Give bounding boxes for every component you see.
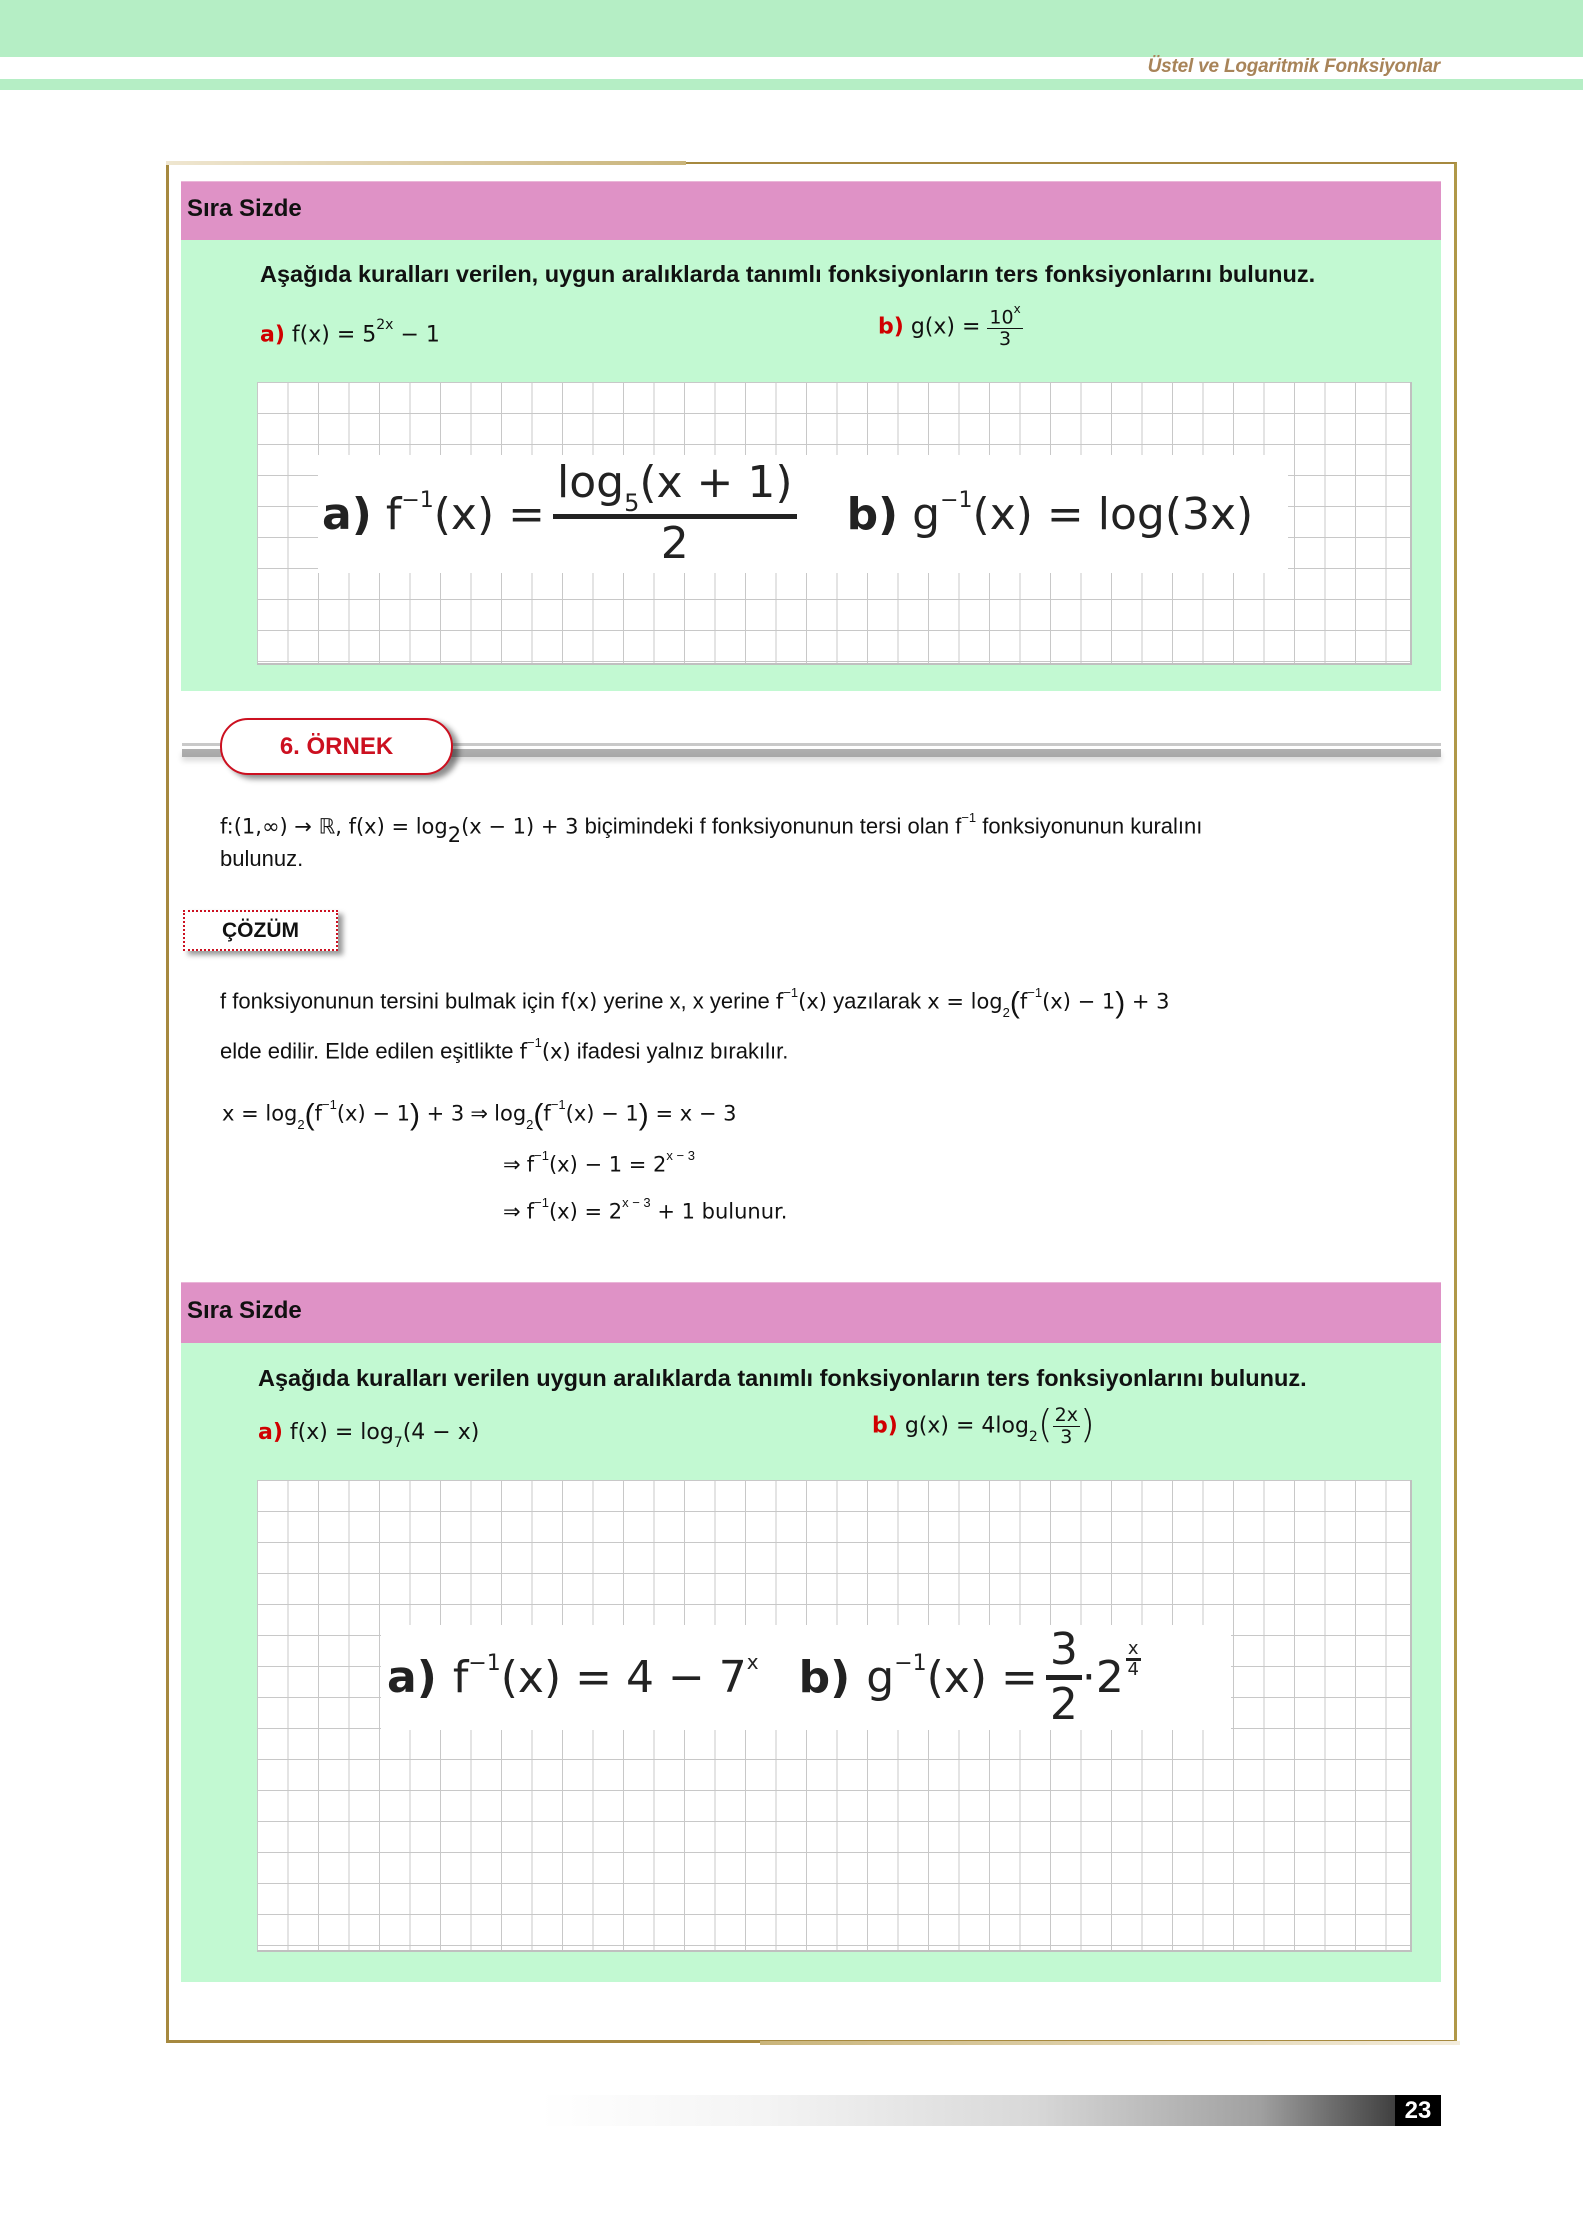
step-text: (x) − 1 [336,1101,410,1126]
fraction-denominator: 3 [998,328,1012,351]
solution-text: yazılarak [826,988,928,1014]
solution-step-3 [503,1195,788,1224]
step-text: (x) − 1 = 2 [548,1152,667,1177]
math-x: (x) [798,989,827,1014]
item-a-lhs: f(x) = 5 [291,322,377,348]
chapter-title: Üstel ve Logaritmik Fonksiyonlar [1147,56,1440,77]
example-problem-line-2: bulunuz. [220,846,304,871]
fraction-denominator: 2 [1049,1679,1078,1730]
exponent-numerator: x [1127,1638,1139,1659]
answer-1 [318,455,1288,573]
sira-sizde-1-item-b [878,302,1023,351]
answer-b-label: b) [846,488,899,540]
item-b-label: b) [878,314,904,340]
step-text: (x) − 1 [565,1101,639,1126]
item-a-label: a) [260,322,285,348]
sira-sizde-2-title: Sıra Sizde [187,1297,302,1324]
exponent: x − 3 [622,1195,651,1210]
problem-text-end: fonksiyonunun kuralını [976,813,1203,839]
problem-function-arg: (x − 1) + 3 [461,814,579,839]
answer-a-fraction [553,457,797,570]
right-paren: ) [1080,1401,1095,1446]
problem-function-def: f:(1,∞) → ℝ, f(x) = log [220,814,448,839]
inverse-sup: −1 [322,1097,337,1112]
page-number: 23 [1395,2095,1441,2126]
math-f: f [543,1101,551,1126]
solution-line-2 [220,1035,789,1064]
implies-arrow: ⇒ [470,1101,489,1126]
step-text: (x) = 2 [548,1199,623,1224]
log-base: 2 [447,822,462,847]
exponent: x − 3 [666,1148,695,1163]
solution-text: yerine x, x yerine [597,988,776,1014]
answer-a-label: a) [387,1652,437,1703]
fraction-numerator: 3 [1046,1627,1082,1680]
answer-b-base: ·2 [1081,1652,1124,1703]
fraction-denominator: 3 [1060,1426,1073,1448]
header-band-top [0,0,1583,57]
log-base: 5 [624,489,640,518]
math-x: (x) [541,1039,571,1064]
math-f: f [519,1039,528,1064]
item-a-rhs: (4 − x) [402,1420,480,1445]
inverse-sup: −1 [527,1035,542,1050]
answer-b-g: g [866,1652,895,1703]
inverse-sup: −1 [534,1148,549,1163]
step-text: x = log [222,1101,298,1126]
frame-top-fade [166,161,686,165]
fraction-numerator: 10 [989,306,1014,329]
answer-a-inverse-sup: −1 [401,487,434,513]
solution-step-1: $x = \log_2(f^{-1}(x) - 1) + 3$ ⇒ $\log_2(f^{-1}(x) - 1) = x - 3$ [222,1097,737,1132]
item-b-lhs: g(x) = 4log [904,1413,1029,1439]
sira-sizde-2-item-b [872,1401,1095,1448]
sira-sizde-2-instruction: Aşağıda kuralları verilen uygun aralıklarda tanımlı fonksiyonların ters fonksiyonlarını bulunuz. [258,1365,1307,1391]
step-text: + 1 bulunur. [650,1199,788,1224]
example-title: 6. ÖRNEK [279,732,394,760]
log-base: 2 [1028,1428,1038,1445]
example-title-pill [220,718,453,775]
inverse-sup: −1 [550,1097,566,1112]
sira-sizde-2-header [181,1282,1441,1343]
footer-gradient-bar [540,2095,1440,2126]
answer-a-label: a) [322,488,372,540]
step-text: + 3 [419,1101,465,1126]
answer-a-exponent: x [746,1649,759,1674]
solution-text: elde edilir. Elde edilen eşitlikte [220,1038,520,1064]
math-arg: (x) − 1 [1042,989,1116,1014]
log-base: 2 [526,1116,534,1132]
math-f: f [1019,989,1028,1014]
implies-arrow: ⇒ [503,1199,521,1224]
math-equation: x = log [927,989,1003,1014]
fraction-denominator: 2 [660,518,689,570]
frame-bottom-fade [760,2041,1460,2045]
log-text: log [556,457,625,509]
math-f: f [775,989,784,1014]
numerator-exponent: x [1013,302,1021,316]
inverse-sup: −1 [783,985,799,1000]
example-problem-line-1 [220,810,1203,847]
log-base: 2 [1002,1004,1010,1020]
inverse-sup: −1 [961,810,977,825]
item-b-fraction [987,302,1022,351]
log-argument: (x + 1) [639,457,793,509]
solution-step-2 [503,1148,695,1177]
answer-2 [381,1625,1231,1730]
sira-sizde-1-header [181,181,1441,240]
answer-b-exponent-fraction [1126,1640,1141,1679]
answer-b-label: b) [798,1652,851,1703]
item-b-fraction [1053,1406,1080,1447]
answer-b-inverse-sup: −1 [894,1651,927,1676]
item-a-rhs: − 1 [393,322,440,348]
answer-b-g: g [912,488,941,540]
header-band-bottom [0,79,1583,90]
item-a-label: a) [258,1420,283,1445]
problem-text: biçimindeki f fonksiyonunun tersi olan f [578,813,962,839]
step-text: log [494,1101,527,1126]
left-paren: ( [1037,1401,1053,1446]
item-b-label: b) [872,1413,898,1439]
fraction-numerator: 2x [1054,1404,1079,1426]
math-f: f [314,1101,323,1126]
item-a-lhs: f(x) = log [289,1420,394,1445]
solution-text: f fonksiyonunun tersini bulmak için [220,988,562,1014]
step-text: = x − 3 [648,1101,737,1126]
answer-a-f: f [452,1652,469,1703]
log-base: 2 [297,1116,305,1132]
answer-b-rhs: (x) = log(3x) [972,488,1254,540]
item-a-exponent: 2x [376,317,394,333]
answer-b-mid: (x) = [926,1652,1038,1703]
sira-sizde-1-title: Sıra Sizde [187,195,302,222]
implies-arrow: ⇒ [503,1152,521,1177]
answer-a-rhs: (x) = 4 − 7 [500,1652,747,1703]
answer-b-inverse-sup: −1 [940,487,973,513]
item-b-lhs: g(x) = [910,314,988,340]
answer-a-inverse-sup: −1 [468,1651,501,1676]
solution-text: ifadesi yalnız bırakılır. [570,1038,789,1064]
solution-label-box [183,910,338,951]
answer-a-f: f [385,488,402,540]
math-f: f [526,1199,535,1224]
inverse-sup: −1 [534,1195,549,1210]
sira-sizde-1-item-a [260,317,440,348]
inverse-sup: −1 [1027,985,1043,1000]
answer-a-mid: (x) = [433,488,545,540]
math-plus-3: + 3 [1125,989,1170,1014]
answer-b-fraction [1046,1623,1082,1730]
solution-line-1: f fonksiyonunun tersini bulmak için f(x) yerine x, x yerine $f^{-1}(x)$ yazılarak $x = \log_2(f^{-1}(x) - 1) + 3$ [220,985,1170,1020]
sira-sizde-2-item-a [258,1420,480,1452]
sira-sizde-1-instruction: Aşağıda kuralları verilen, uygun aralıklarda tanımlı fonksiyonların ters fonksiyonlarını bulunuz. [260,261,1316,287]
log-base: 7 [393,1435,403,1452]
math-fx: f(x) [561,989,598,1014]
solution-label: ÇÖZÜM [222,918,299,942]
exponent-denominator: 4 [1127,1659,1139,1680]
math-f: f [526,1152,535,1177]
